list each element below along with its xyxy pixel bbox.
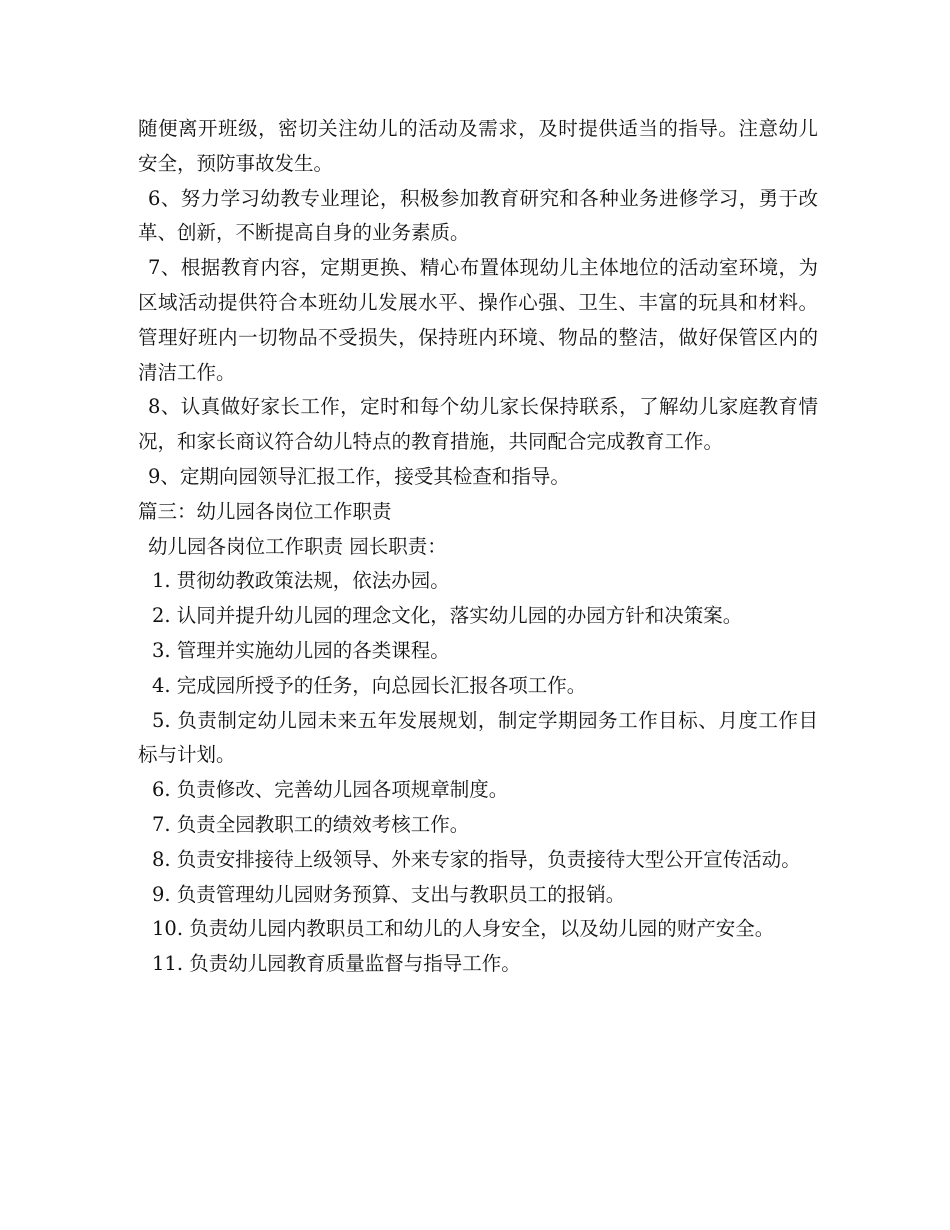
duty-item-7: 7. 负责全园教职工的绩效考核工作。 bbox=[152, 812, 470, 836]
paragraph-item-9: 9、定期向园领导汇报工作，接受其检查和指导。 bbox=[148, 464, 570, 488]
paragraph-continuation: 随便离开班级，密切关注幼儿的活动及需求，及时提供适当的指导。注意幼儿安全，预防事故发生。 bbox=[138, 117, 818, 175]
paragraph-item-8: 8、认真做好家长工作，定时和每个幼儿家长保持联系，了解幼儿家庭教育情况，和家长商议符合幼儿特点的教育措施，共同配合完成教育工作。 bbox=[138, 395, 818, 454]
duty-item-5: 5. 负责制定幼儿园未来五年发展规划，制定学期园务工作目标、月度工作目标与计划。 bbox=[138, 708, 818, 767]
duty-item-9: 9. 负责管理幼儿园财务预算、支出与教职员工的报销。 bbox=[152, 882, 626, 906]
paragraph-item-7: 7、根据教育内容，定期更换、精心布置体现幼儿主体地位的活动室环境，为区域活动提供符合本班幼儿发展水平、操作心强、卫生、丰富的玩具和材料。管理好班内一切物品不受损失，保持班内环境、物品的整洁，做好保管区内的清洁工作。 bbox=[138, 256, 818, 384]
duty-item-4: 4. 完成园所授予的任务，向总园长汇报各项工作。 bbox=[152, 673, 587, 697]
duty-item-8: 8. 负责安排接待上级领导、外来专家的指导，负责接待大型公开宣传活动。 bbox=[152, 847, 801, 871]
duty-item-10: 10. 负责幼儿园内教职员工和幼儿的人身安全，以及幼儿园的财产安全。 bbox=[152, 917, 775, 941]
duty-item-11: 11. 负责幼儿园教育质量监督与指导工作。 bbox=[152, 952, 521, 976]
duty-item-6: 6. 负责修改、完善幼儿园各项规章制度。 bbox=[152, 778, 509, 802]
section-heading: 篇三：幼儿园各岗位工作职责 bbox=[138, 499, 392, 523]
paragraph-item-6: 6、努力学习幼教专业理论，积极参加教育研究和各种业务进修学习，勇于改革、创新，不断提高自身的业务素质。 bbox=[138, 186, 818, 245]
duty-item-1: 1. 贯彻幼教政策法规，依法办园。 bbox=[152, 569, 450, 593]
duty-item-2: 2. 认同并提升幼儿园的理念文化，落实幼儿园的办园方针和决策案。 bbox=[152, 604, 743, 628]
duty-item-3: 3. 管理并实施幼儿园的各类课程。 bbox=[152, 638, 450, 662]
section-subtitle: 幼儿园各岗位工作职责 园长职责： bbox=[148, 534, 447, 558]
document-body bbox=[138, 112, 818, 982]
